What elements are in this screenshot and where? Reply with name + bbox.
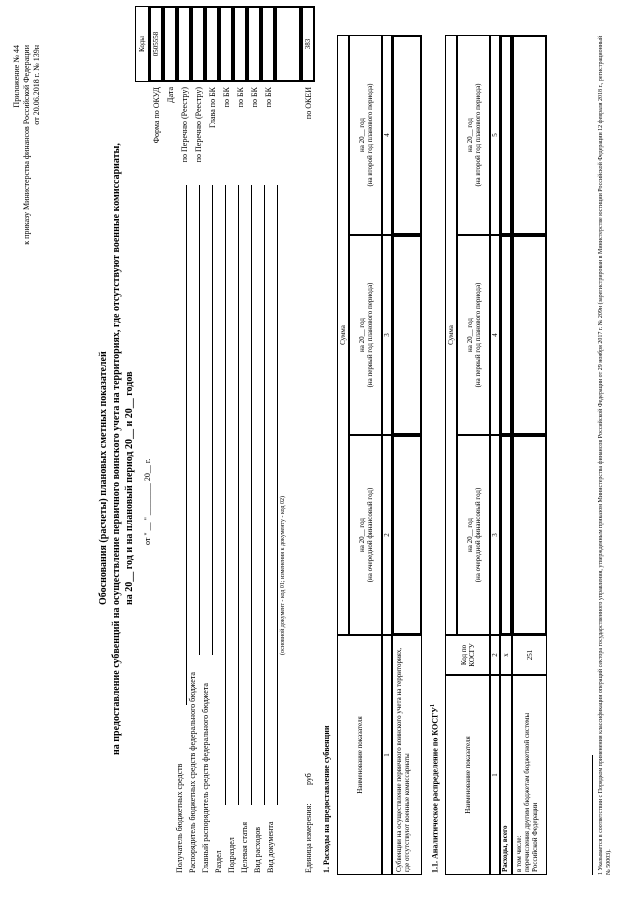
section11-heading-text: 1.1. Аналитическое распределение по КОСГУ: [430, 706, 440, 873]
s1-row1-y1: [392, 435, 422, 635]
section11-heading: [430, 704, 440, 873]
s11-row-total-y3: [500, 35, 512, 235]
s11-row-transfers-code: 251: [512, 635, 547, 675]
perechen1-value: [177, 6, 191, 82]
s11-col-y1-label: на 20__ год: [465, 518, 474, 552]
s11-n4: 4: [490, 235, 500, 435]
section1-heading: 1. Расходы на предоставление субвенции: [322, 725, 331, 873]
s11-col-y2-label: на 20__ год: [465, 318, 474, 352]
s1-row1-y2: [392, 235, 422, 435]
s11-row-transfers-y3: [512, 35, 547, 235]
bk3-value: [247, 6, 261, 82]
s11-row-transfers-text: перечисления другим бюджетам бюджетной системы Российской Федерации: [523, 712, 539, 872]
glava-label: Глава по БК: [208, 87, 217, 128]
bk1-value: [219, 6, 233, 82]
manager-line: [199, 185, 200, 655]
main-manager-label: Главный распорядитель средств федерального бюджета: [201, 683, 210, 873]
footnote-divider: [592, 755, 593, 875]
doc-type-value: [275, 6, 301, 82]
s11-row-transfers-label: [512, 675, 547, 875]
title-line1: Обоснования (расчеты) плановых сметных показателей: [98, 351, 109, 605]
doc-type-note: (основной документ - код 01; изменения к документу - код 02): [280, 496, 286, 655]
okei-value: 383: [301, 6, 315, 82]
s1-col-name: Наименование показателя: [337, 635, 382, 875]
expense-type-label: Вид расходов: [253, 827, 262, 873]
s1-col-y3: [349, 35, 382, 235]
section-line: [225, 185, 226, 805]
main-manager-line: [212, 185, 213, 655]
unit-value: руб: [304, 773, 313, 785]
bk2-value: [233, 6, 247, 82]
bk1-label: по БК: [222, 87, 231, 108]
bk2-label: по БК: [236, 87, 245, 108]
title-from-date: от " __ " ________ 20__ г.: [143, 458, 152, 545]
s11-col-name: Наименование показателя: [445, 675, 490, 875]
s11-row-total-y2: [500, 235, 512, 435]
s11-row-transfers-y2: [512, 235, 547, 435]
s1-n1: 1: [382, 635, 392, 875]
s1-col-y3-sub: (на второй год планового периода): [365, 83, 374, 187]
date-value: [163, 6, 177, 82]
subsection-line: [238, 185, 239, 805]
unit-label: Единица измерения:: [304, 803, 313, 873]
s1-row1-y3: [392, 35, 422, 235]
s11-n2: 2: [490, 635, 500, 675]
okud-label: Форма по ОКУД: [152, 87, 161, 144]
s11-n3: 3: [490, 435, 500, 635]
subsection-label: Подраздел: [227, 837, 236, 873]
okud-value: 0505558: [149, 6, 163, 82]
s11-n5: 5: [490, 35, 500, 235]
doc-type-line: [277, 185, 278, 805]
s11-col-y2: [457, 235, 490, 435]
s11-col-code: Код по КОСГУ: [445, 635, 490, 675]
footnote-text: 1 Указывается в соответствии с Порядком применения классификации операций сектора государственного управления, утвержденным приказом Министерства финансов Российской Федерации от 29 ноября 2017 г. № 209н (зарегистрирован в Министерстве юстиции Российской Федерации 12 февраля 2018 г., регистрационный № 50003).: [598, 35, 612, 875]
section11-footnote-ref: 1: [430, 703, 436, 707]
s1-row1-label: Субвенции на осуществление первичного воинского учета на территориях, где отсутствуют военные комиссариаты: [392, 635, 422, 875]
s11-row-total-label: Расходы, всего: [500, 675, 512, 875]
title-line2: на предоставление субвенций на осуществление первичного воинского учета на территориях, где отсутствуют военные комиссариаты,: [111, 143, 122, 755]
s1-col-sum: Сумма: [337, 35, 349, 635]
recipient-line: [186, 185, 187, 705]
s1-col-y1-sub: (на очередной финансовый год): [365, 487, 374, 583]
s1-col-y3-label: на 20__ год: [357, 118, 366, 152]
target-line: [251, 185, 252, 805]
perechen2-value: [191, 6, 205, 82]
manager-label: Распорядитель бюджетных средств федерального бюджета: [188, 672, 197, 873]
s11-col-y3-sub: (на второй год планового периода): [473, 83, 482, 187]
s11-col-sum: Сумма: [445, 35, 457, 635]
s1-n4: 4: [382, 35, 392, 235]
perechen1-label: по Перечню (Реестру): [180, 87, 189, 163]
s11-n1: 1: [490, 675, 500, 875]
s11-row-total-y1: [500, 435, 512, 635]
bk3-label: по БК: [250, 87, 259, 108]
glava-value: [205, 6, 219, 82]
codes-header: Коды: [135, 6, 149, 82]
recipient-label: Получатель бюджетных средств: [175, 763, 184, 873]
s11-row-total-code: x: [500, 635, 512, 675]
expense-type-line: [264, 185, 265, 805]
s11-col-y1-sub: (на очередной финансовый год): [473, 487, 482, 583]
s11-col-y3: [457, 35, 490, 235]
order-date: от 20.06.2018 г. № 139н: [32, 45, 41, 125]
perechen2-label: по Перечню (Реестру): [194, 87, 203, 163]
s1-col-y2-label: на 20__ год: [357, 318, 366, 352]
bk4-label: по БК: [264, 87, 273, 108]
bk4-value: [261, 6, 275, 82]
section-label: Раздел: [214, 850, 223, 873]
okei-label: по ОКЕИ: [304, 87, 313, 120]
date-label: Дата: [166, 87, 175, 103]
s1-col-y1-label: на 20__ год: [357, 518, 366, 552]
appendix-number: Приложение № 44: [12, 45, 21, 108]
s11-row-incl: в том числе:: [515, 835, 523, 872]
doc-type-label: Вид документа: [266, 821, 275, 873]
s1-col-y2: [349, 235, 382, 435]
order-reference: к приказу Министерства финансов Российской Федерации: [22, 45, 31, 245]
s11-col-y2-sub: (на первый год планового периода): [473, 282, 482, 388]
s1-n3: 3: [382, 235, 392, 435]
title-line3: на 20__ год и на плановый период 20__ и 20__ годов: [124, 371, 135, 605]
s11-col-y3-label: на 20__ год: [465, 118, 474, 152]
s1-col-y2-sub: (на первый год планового периода): [365, 282, 374, 388]
s11-row-transfers-y1: [512, 435, 547, 635]
target-label: Целевая статья: [240, 821, 249, 873]
s1-col-y1: [349, 435, 382, 635]
s11-col-y1: [457, 435, 490, 635]
s1-n2: 2: [382, 435, 392, 635]
